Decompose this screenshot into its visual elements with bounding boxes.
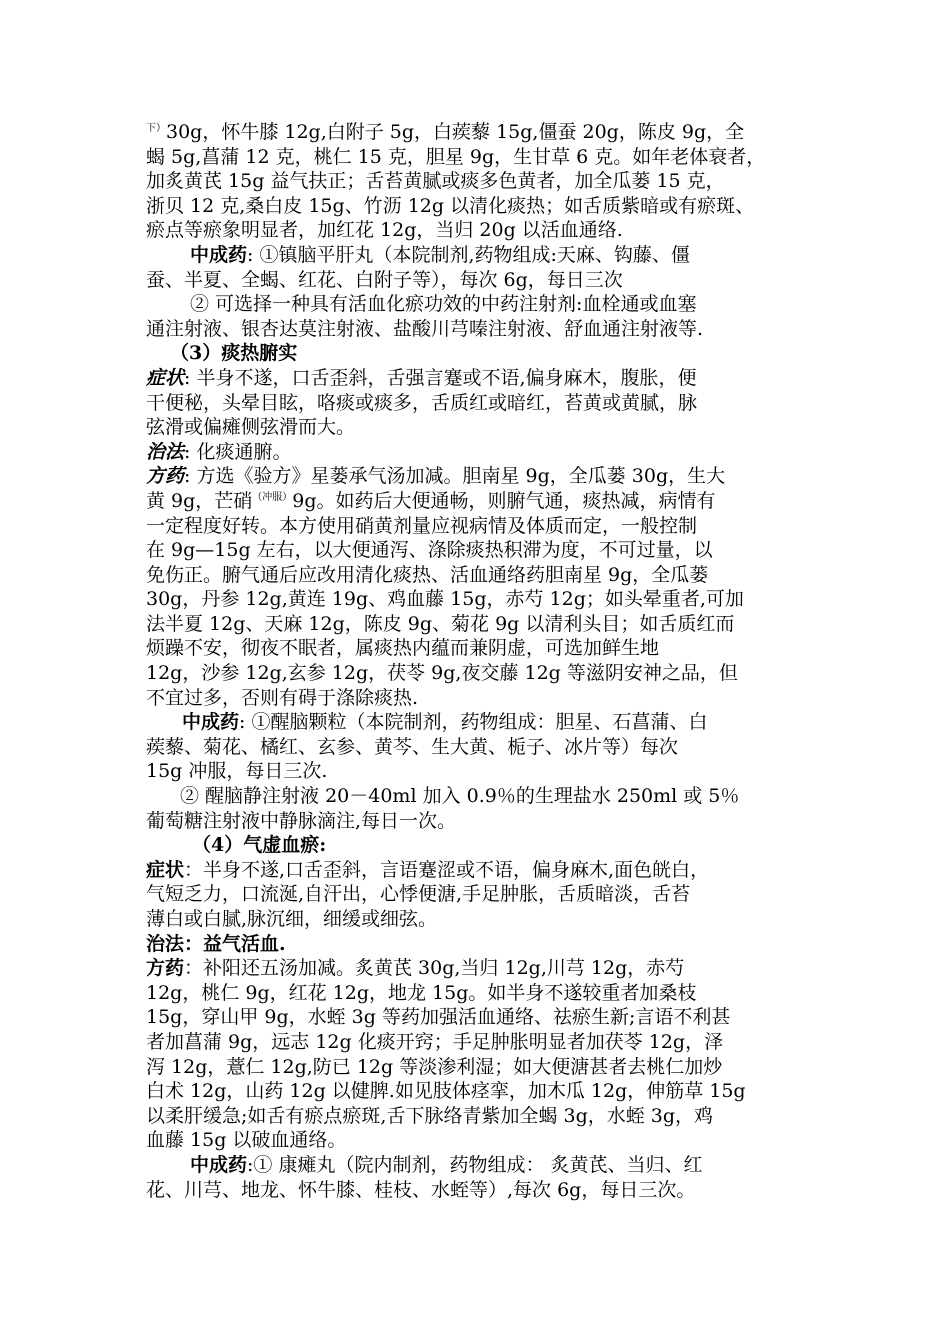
text-line: 加炙黄芪 15g 益气扶正；舌苔黄腻或痰多色黄者，加全瓜蒌 15 克，	[146, 170, 725, 193]
text-line: 干便秘，头晕目眩，咯痰或痰多，舌质红或暗红，苔黄或黄腻，脉	[146, 391, 698, 414]
text-line: 方药：补阳还五汤加减。炙黄芪 30g,当归 12g,川芎 12g，赤芍	[146, 957, 685, 980]
text-line: 中成药: ①镇脑平肝丸（本院制剂,药物组成:天麻、钩藤、僵	[190, 243, 690, 266]
text-line: 泻 12g，薏仁 12g,防已 12g 等淡渗利湿；如大便溏甚者去桃仁加炒	[146, 1055, 723, 1078]
text-line: 中成药:① 康瘫丸（院内制剂，药物组成： 炙黄芪、当归、红	[190, 1153, 703, 1176]
text-line: 法半夏 12g、天麻 12g，陈皮 9g、菊花 9g 以清利头目；如舌质红而	[146, 612, 735, 635]
text-line: 烦躁不安，彻夜不眠者，属痰热内蕴而兼阴虚，可选加鲜生地	[146, 637, 660, 660]
section-label: 症状	[146, 858, 185, 881]
superscript: 下）	[146, 123, 166, 134]
text-line: 免伤正。腑气通后应改用清化痰热、活血通络药胆南星 9g，全瓜蒌	[146, 563, 709, 586]
text-line: 者加菖蒲 9g，远志 12g 化痰开窍；手足肿胀明显者加茯苓 12g，泽	[146, 1030, 724, 1053]
text-line: 薄白或白腻,脉沉细，细缓或细弦。	[146, 908, 438, 930]
section-heading: （3）痰热腑实	[170, 342, 298, 365]
text-line: 症状：半身不遂,口舌歪斜，言语蹇涩或不语，偏身麻木,面色㿠白，	[146, 858, 710, 881]
section-label: 中成药	[190, 243, 248, 266]
text-line: ② 可选择一种具有活血化瘀功效的中药注射剂:血栓通或血塞	[190, 293, 697, 316]
text-line: 15g 冲服，每日三次.	[146, 760, 328, 783]
superscript: （冲服）	[252, 491, 293, 503]
section-label: 中成药	[182, 711, 240, 734]
text-line: 葡萄糖注射液中静脉滴注,每日一次。	[146, 809, 457, 832]
text-line: 以柔肝缓急;如舌有瘀点瘀斑,舌下脉络青紫加全蝎 3g，水蛭 3g，鸡	[146, 1104, 714, 1127]
text-line: 浙贝 12 克,桑白皮 15g、竹沥 12g 以清化痰热；如舌质紫暗或有瘀斑、	[146, 194, 755, 217]
text-line: 气短乏力，口流涎,自汗出，心悸便溏,手足肿胀，舌质暗淡，舌苔	[146, 883, 691, 906]
section-label: 中成药	[190, 1153, 248, 1176]
text-line: 30g，丹参 12g,黄连 19g、鸡血藤 15g，赤芍 12g；如头晕重者,可加	[146, 588, 744, 611]
text-line: 12g，沙参 12g,玄参 12g，茯苓 9g,夜交藤 12g 等滋阴安神之品，但	[146, 662, 738, 685]
section-label: 方药	[146, 465, 185, 488]
text-line: 一定程度好转。本方使用硝黄剂量应视病情及体质而定，一般控制	[146, 514, 698, 537]
text-line: 蚕、半夏、全蝎、红花、白附子等），每次 6g，每日三次	[146, 268, 623, 291]
text-line: 弦滑或偏瘫侧弦滑而大。	[146, 416, 356, 439]
section-label: 治法	[146, 932, 185, 955]
document-page	[146, 120, 806, 1202]
section-label: 治法	[146, 440, 185, 463]
text-line: 方药: 方选《验方》星蒌承气汤加减。胆南星 9g，全瓜蒌 30g，生大	[146, 465, 726, 488]
text-line: 白术 12g，山药 12g 以健脾.如见肢体痉挛，加木瓜 12g，伸筋草 15g	[146, 1080, 746, 1103]
text-line: 在 9g—15g 左右，以大便通泻、涤除痰热积滞为度，不可过量，以	[146, 539, 713, 562]
text-line: 蒺藜、菊花、橘红、玄参、黄芩、生大黄、栀子、冰片等）每次	[146, 735, 679, 758]
text-line: 血藤 15g 以破血通络。	[146, 1129, 347, 1152]
text-line: 瘀点等瘀象明显者，加红花 12g，当归 20g 以活血通络.	[146, 219, 623, 242]
text-line: ② 醒脑静注射液 20－40ml 加入 0.9％的生理盐水 250ml 或 5％	[180, 785, 740, 808]
section-heading: （4）气虚血瘀:	[192, 834, 327, 857]
text-line: 治法：益气活血.	[146, 932, 286, 955]
text-line: 花、川芎、地龙、怀牛膝、桂枝、水蛭等）,每次 6g，每日三次。	[146, 1178, 696, 1201]
text-line: 治法: 化痰通腑。	[146, 440, 292, 463]
text-line: $^{下)}$30g，怀牛膝 12g,白附子 5g，白蒺藜 15g,僵蚕 20g，陈皮 9g，全	[146, 121, 745, 143]
text-line: 12g，桃仁 9g，红花 12g，地龙 15g。如半身不遂较重者加桑枝	[146, 981, 697, 1004]
text-line: 中成药: ①醒脑颗粒（本院制剂，药物组成：胆星、石菖蒲、白	[182, 711, 708, 734]
text-line: 症状: 半身不遂，口舌歪斜，舌强言蹇或不语,偏身麻木，腹胀，便	[146, 366, 697, 389]
text-line: 不宜过多，否则有碍于涤除痰热.	[146, 686, 419, 709]
text-line: 通注射液、银杏达莫注射液、盐酸川芎嗪注射液、舒血通注射液等.	[146, 317, 704, 340]
section-label: 方药	[146, 957, 185, 980]
text-line: 蝎 5g,菖蒲 12 克，桃仁 15 克，胆星 9g，生甘草 6 克。如年老体衰者，	[146, 145, 766, 168]
section-label: 症状	[146, 366, 185, 389]
text-line: 15g，穿山甲 9g，水蛭 3g 等药加强活血通络、祛瘀生新;言语不利甚	[146, 1006, 731, 1029]
text-line: 黄 9g，芒硝$^{(冲服)}$9g。如药后大便通畅，则腑气通，痰热减，病情有	[146, 489, 716, 512]
